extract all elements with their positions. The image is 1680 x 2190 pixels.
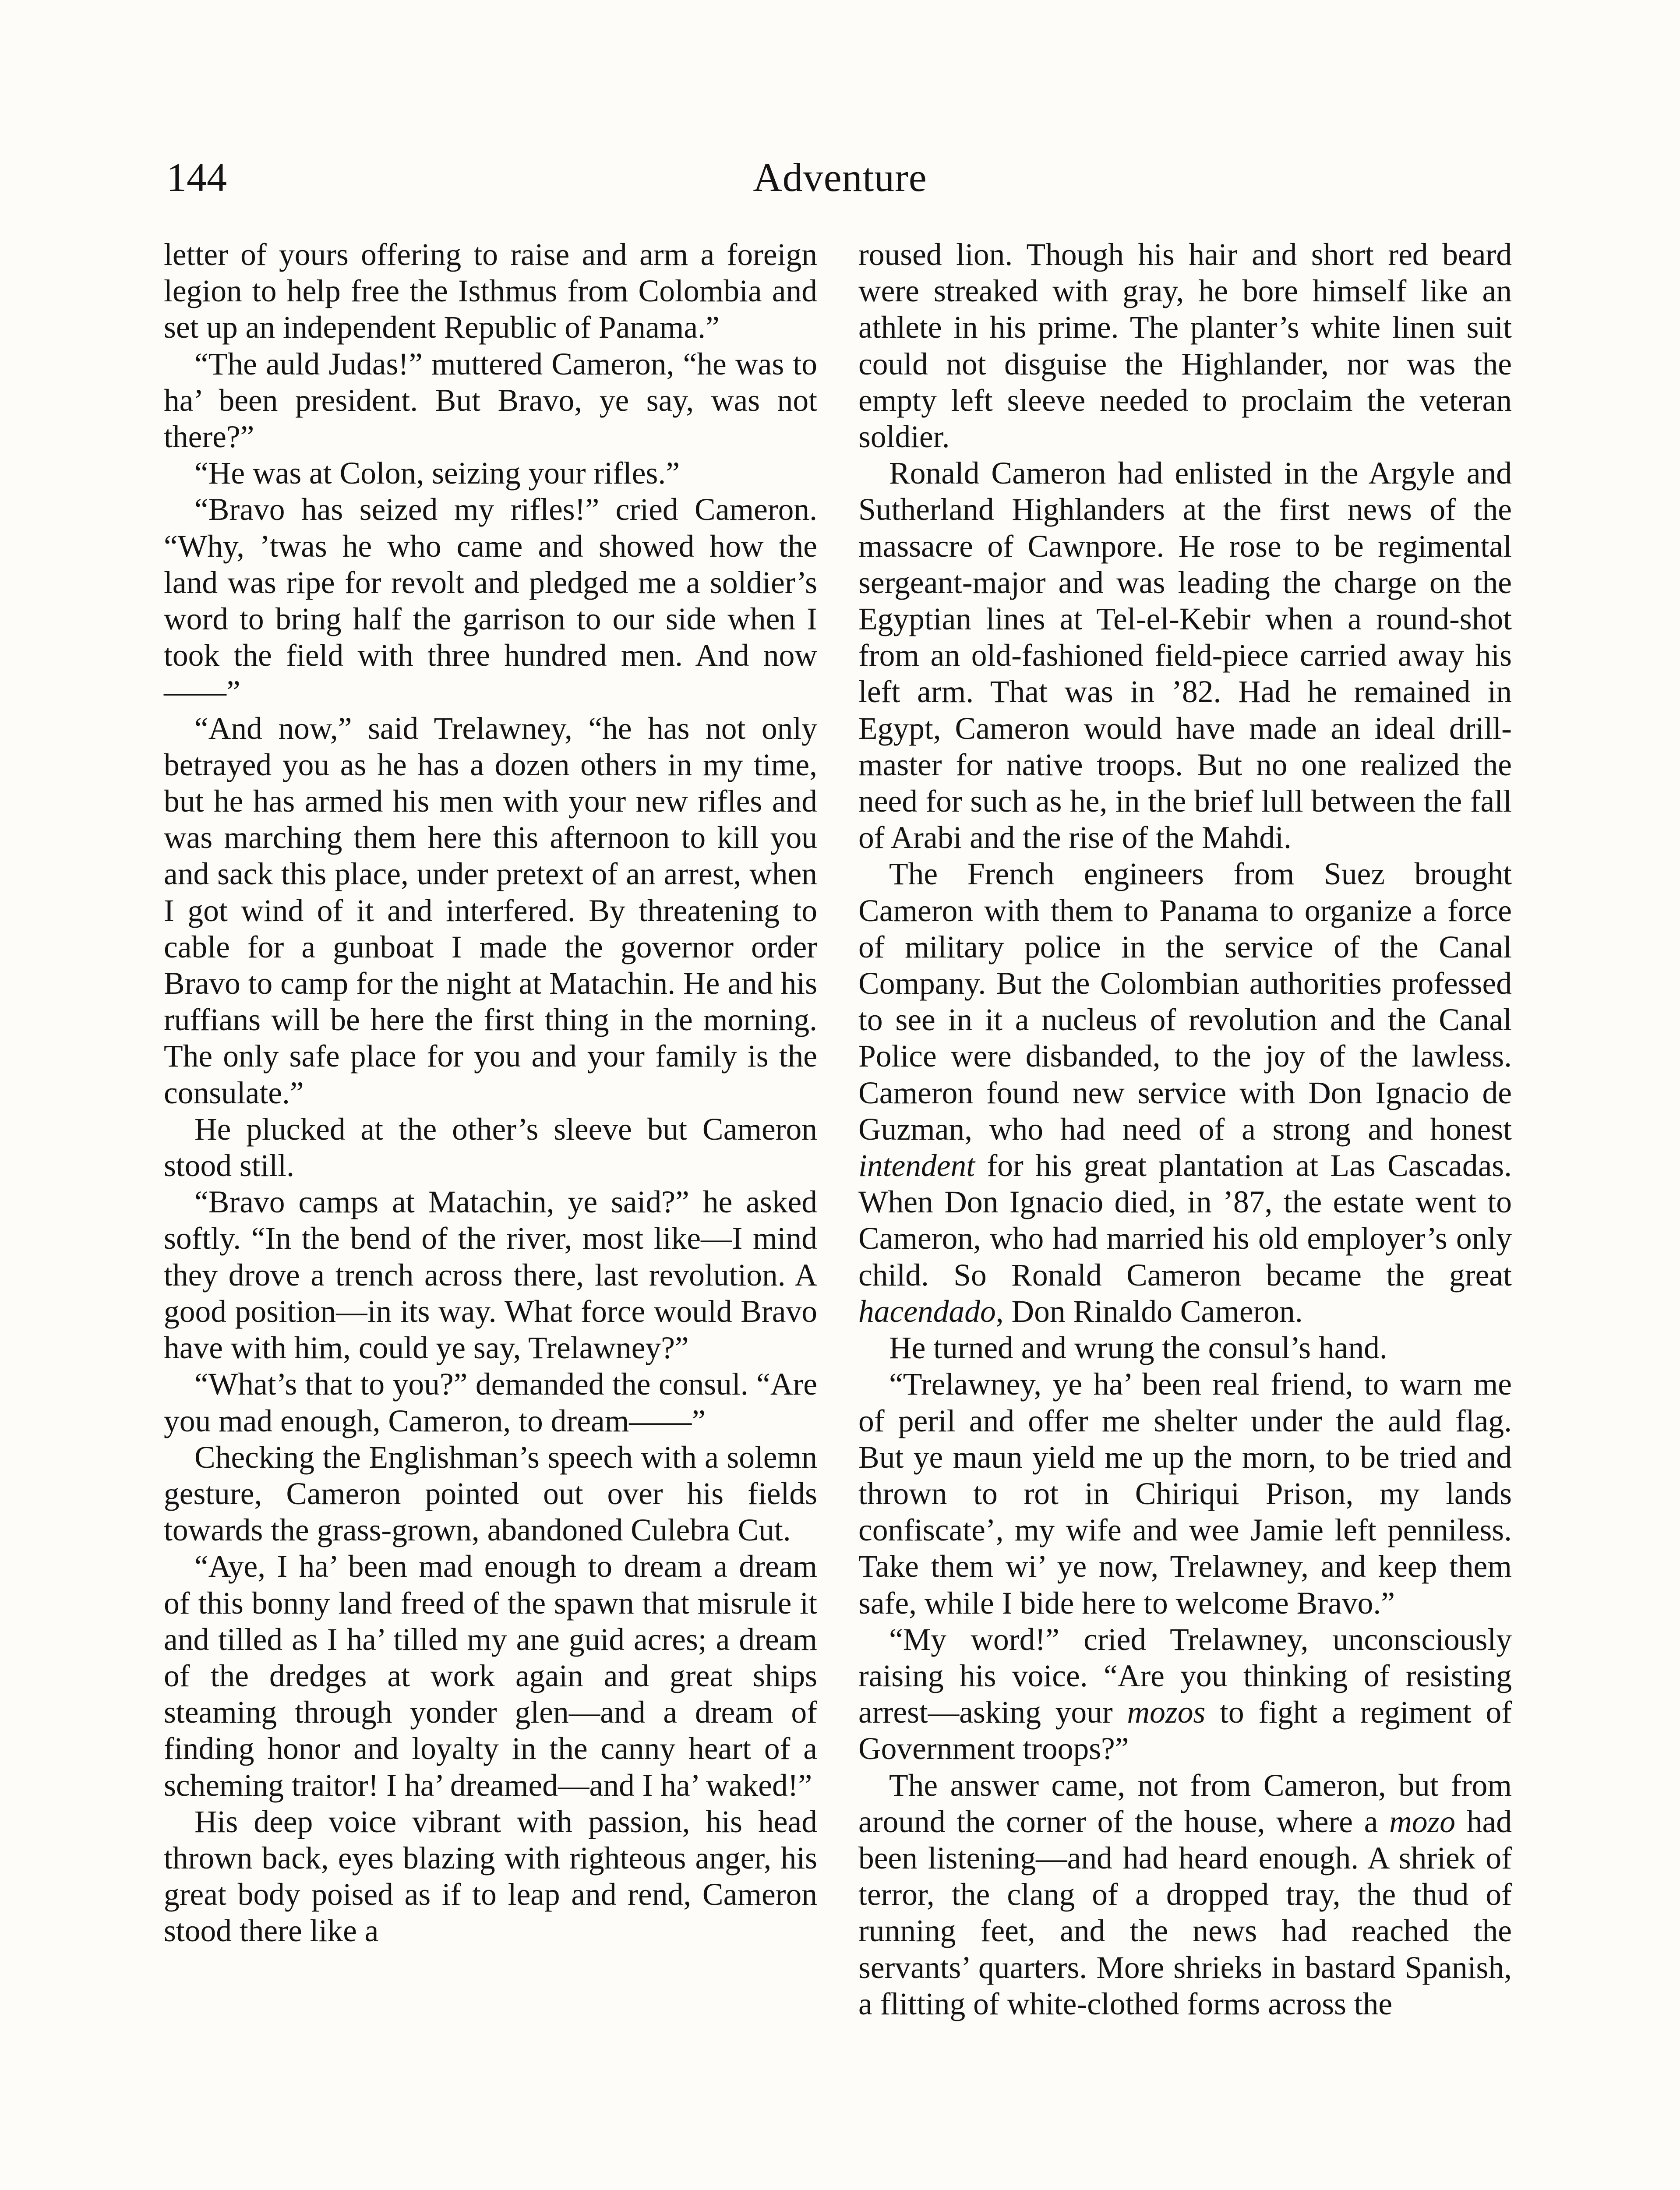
text-run: “My word!” cried Trelawney, unconsciously raising his voice. “Are you thinking of resisting arrest—asking your — [858, 1622, 1512, 1730]
italic-term: mozos — [1127, 1695, 1206, 1730]
text-run: for his great plantation at Las Cascadas. When Don Ignacio died, in ’87, the estate went to Cameron, who had married his old employer’s only child. So Ronald Cameron became the great — [858, 1148, 1512, 1293]
paragraph: He turned and wrung the consul’s hand. — [889, 1331, 1387, 1366]
paragraph: roused lion. Though his hair and short red beard were streaked with gray, he bore himself like an athlete in his prime. The planter’s white linen suit could not disguise the Highlander, nor was the empty left sleeve needed to proclaim the veteran soldier. — [858, 237, 1512, 455]
paragraph: “Aye, I ha’ been mad enough to dream a dream of this bonny land freed of the spawn that misrule it and tilled as I ha’ tilled my ane guid acres; a dream of the dredges at work again and great ships steaming through yonder glen—and a dream of finding honor and loyalty in the canny heart of a scheming traitor! I ha’ dreamed—and I ha’ waked!” — [164, 1549, 817, 1803]
paragraph: “The auld Judas!” muttered Cameron, “he was to ha’ been president. But Bravo, ye say, was not there?” — [164, 346, 817, 455]
paragraph: He plucked at the other’s sleeve but Cameron stood still. — [164, 1112, 817, 1183]
italic-term: mozo — [1389, 1804, 1456, 1839]
text-run: The answer came, not from Cameron, but from around the corner of the house, where a — [858, 1768, 1512, 1839]
text-run: The French engineers from Suez brought Cameron with them to Panama to organize a force of military police in the service of the Canal Company. But the Colombian authorities professed to see in it a nucleus of revolution and the Canal Police were disbanded, to the joy of the lawless. Cameron found new service with Don Ignacio de Guzman, who had need of a strong and honest — [858, 857, 1512, 1147]
running-head: Adventure — [753, 155, 927, 200]
italic-term: hacendado — [858, 1294, 996, 1329]
italic-term: intendent — [858, 1148, 975, 1183]
paragraph: “Bravo has seized my rifles!” cried Cameron. “Why, ’twas he who came and showed how the land was ripe for revolt and pledged me a soldier’s word to bring half the garrison to our side when I took the field with three hundred men. And now——” — [164, 492, 817, 710]
paragraph: Ronald Cameron had enlisted in the Argyle and Sutherland Highlanders at the first news of the massacre of Cawnpore. He rose to be regimental sergeant-major and was leading the charge on the Egyptian lines at Tel-el-Kebir when a round-shot from an old-fashioned field-piece carried away his left arm. That was in ’82. Had he remained in Egypt, Cameron would have made an ideal drill-master for native troops. But no one realized the need for such as he, in the brief lull between the fall of Arabi and the rise of the Mahdi. — [858, 456, 1512, 855]
paragraph: letter of yours offering to raise and arm a foreign legion to help free the Isthmus from Colombia and set up an independent Republic of Panama.” — [164, 237, 817, 345]
page-number: 144 — [166, 155, 227, 200]
paragraph — [858, 856, 1512, 1330]
paragraph — [858, 1621, 1512, 1767]
left-column — [164, 237, 817, 1950]
page-header — [166, 149, 1514, 206]
text-run: to fight a regiment of Government troops?” — [858, 1695, 1512, 1766]
paragraph: “And now,” said Trelawney, “he has not only betrayed you as he has a dozen others in my time, but he has armed his men with your new rifles and was marching them here this afternoon to kill you and sack this place, under pretext of an arrest, when I got wind of it and interfered. By threatening to cable for a gunboat I made the governor order Bravo to camp for the night at Matachin. He and his ruffians will be here the first thing in the morning. The only safe place for you and your family is the consulate.” — [164, 711, 817, 1110]
paragraph: His deep voice vibrant with passion, his head thrown back, eyes blazing with righteous anger, his great body poised as if to leap and rend, Cameron stood there like a — [164, 1804, 817, 1949]
text-run: , Don Rinaldo Cameron. — [995, 1294, 1303, 1329]
paragraph: “What’s that to you?” demanded the consul. “Are you mad enough, Cameron, to dream——” — [164, 1367, 817, 1438]
paragraph: “He was at Colon, seizing your rifles.” — [194, 456, 680, 491]
text-run: had been listening—and had heard enough. A shriek of terror, the clang of a dropped tray, the thud of running feet, and the news had reached the servants’ quarters. More shrieks in bastard Spanish, a flitting of white-clothed forms across the — [858, 1804, 1512, 2021]
paragraph: Checking the Englishman’s speech with a solemn gesture, Cameron pointed out over his fields towards the grass-grown, abandoned Culebra Cut. — [164, 1440, 817, 1548]
paragraph — [858, 1767, 1512, 2022]
paragraph: “Bravo camps at Matachin, ye said?” he asked softly. “In the bend of the river, most like—I mind they drove a trench across there, last revolution. A good position—in its way. What force would Bravo have with him, could ye say, Trelawney?” — [164, 1185, 817, 1366]
right-column — [858, 237, 1512, 2022]
paragraph: “Trelawney, ye ha’ been real friend, to warn me of peril and offer me shelter under the auld flag. But ye maun yield me up the morn, to be tried and thrown to rot in Chiriqui Prison, my lands confiscate’, my wife and wee Jamie left penniless. Take them wi’ ye now, Trelawney, and keep them safe, while I bide here to welcome Bravo.” — [858, 1367, 1512, 1621]
